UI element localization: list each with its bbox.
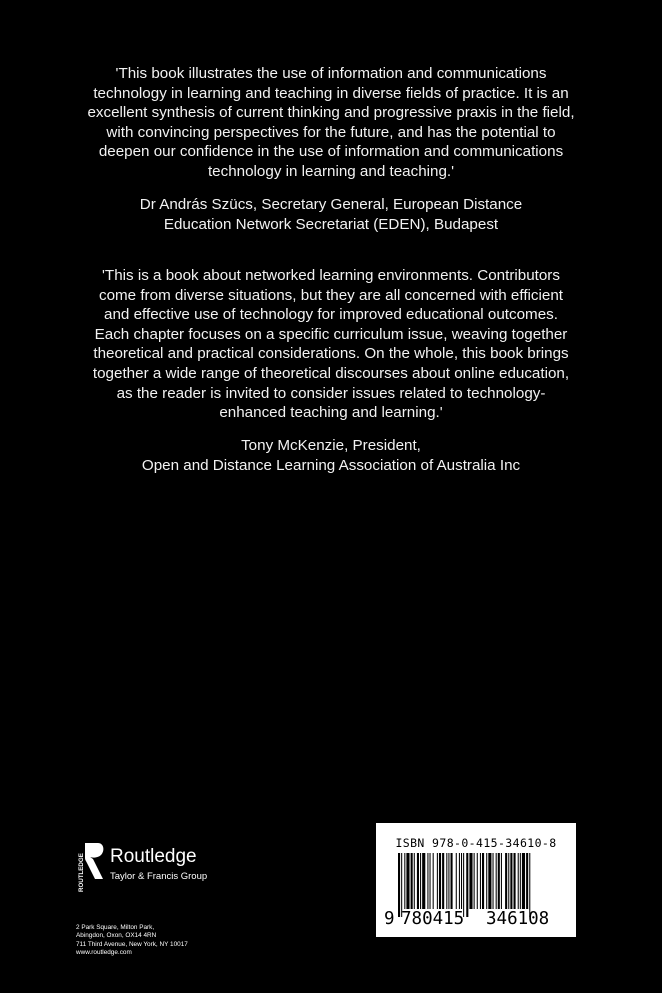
- barcode-bar: [439, 853, 441, 909]
- barcode-bar: [496, 853, 497, 909]
- barcode-bar: [520, 853, 521, 909]
- barcode-bar: [446, 853, 447, 909]
- address-line: 711 Third Avenue, New York, NY 10017: [76, 940, 188, 948]
- publisher-tagline: Taylor & Francis Group: [110, 871, 208, 882]
- quote-2-line: enhanced teaching and learning.': [219, 404, 443, 422]
- quote-2-line: as the reader is invited to consider issues related to technology-: [116, 384, 546, 402]
- quote-2-line: and effective use of technology for improved educational outcomes.: [104, 306, 558, 324]
- barcode-bar: [505, 853, 507, 909]
- barcode-digits-left: 780415: [401, 909, 465, 929]
- publisher-address: [76, 924, 188, 958]
- barcode-bar: [461, 853, 462, 909]
- barcode-bar: [398, 853, 400, 917]
- address-line: www.routledge.com: [76, 949, 132, 957]
- barcode-bar: [486, 853, 487, 909]
- barcode-bar: [404, 853, 405, 909]
- barcode-bar: [493, 853, 494, 909]
- barcode-bar: [417, 853, 419, 909]
- barcode-bar: [456, 853, 457, 909]
- barcode-bar: [451, 853, 453, 909]
- attribution-line: Education Network Secretariat (EDEN), Budapest: [163, 216, 499, 233]
- quote-1-line: technology in learning and teaching in diverse fields of practice. It is an: [93, 84, 569, 102]
- quote-1-attribution: [70, 195, 592, 235]
- quote-2-line: 'This is a book about networked learning environments. Contributors: [102, 267, 560, 284]
- barcode-bar: [430, 853, 431, 909]
- quote-1-line: deepen our confidence in the use of information and communications: [98, 143, 564, 161]
- barcode-bar: [442, 853, 444, 909]
- barcode-bar: [437, 853, 438, 909]
- attribution-line: Tony McKenzie, President,: [241, 437, 421, 454]
- barcode-digits-right: 346108: [486, 909, 550, 929]
- barcode-bar: [477, 853, 478, 909]
- quote-2-line: Each chapter focuses on a specific curriculum issue, weaving together: [94, 325, 568, 343]
- barcode-bar: [482, 853, 484, 909]
- routledge-logo-icon: [76, 842, 106, 894]
- attribution-line: Dr András Szücs, Secretary General, European Distance: [139, 196, 523, 213]
- barcode-bar: [529, 853, 530, 917]
- barcode-bar: [463, 853, 464, 917]
- quote-2-line: together a wide range of theoretical discourses about online education,: [92, 365, 570, 382]
- isbn-barcode: [376, 823, 576, 937]
- quote-1-line: with convincing perspectives for the future, and has the potential to: [106, 123, 556, 141]
- barcode-bar: [401, 853, 402, 917]
- barcode-bar: [522, 853, 525, 909]
- quote-1-line: technology in learning and teaching.': [207, 163, 455, 180]
- barcode-bar: [508, 853, 509, 909]
- attribution-line: Open and Distance Learning Association of Australia Inc: [141, 457, 521, 474]
- barcode-bar: [510, 853, 512, 909]
- barcode-bar: [411, 853, 413, 909]
- barcode-bar: [498, 853, 500, 909]
- address-line: 2 Park Square, Milton Park,: [76, 924, 155, 931]
- isbn-label: ISBN 978-0-415-34610-8: [395, 836, 557, 850]
- barcode-bar: [459, 853, 460, 909]
- quote-2-line: theoretical and practical considerations. On the whole, this book brings: [93, 345, 569, 363]
- quote-2-line: come from diverse situations, but they are all concerned with efficient: [98, 286, 563, 304]
- publisher-name: Routledge: [110, 846, 197, 867]
- quote-1-line: excellent synthesis of current thinking and progressive praxis in the field,: [87, 104, 575, 122]
- barcode-bar: [514, 853, 516, 909]
- barcode-bar: [427, 853, 428, 909]
- quote-1-line: 'This book illustrates the use of information and communications: [115, 65, 547, 82]
- barcode-digit-lead: 9: [384, 909, 395, 929]
- barcode-bar: [433, 853, 434, 909]
- barcode-bar: [469, 853, 472, 909]
- quote-2-attribution: [70, 436, 592, 476]
- barcode-bar: [501, 853, 502, 909]
- barcode-bar: [448, 853, 449, 909]
- barcode-bar: [518, 853, 519, 909]
- barcode-bar: [406, 853, 409, 909]
- barcode-bar: [480, 853, 481, 909]
- barcode-bar: [474, 853, 475, 909]
- barcode-bar: [414, 853, 415, 909]
- barcode-bar: [422, 853, 425, 909]
- barcode-bar: [488, 853, 491, 909]
- logo-vertical-text: ROUTLEDGE: [78, 853, 85, 892]
- barcode-bar: [420, 853, 421, 909]
- barcode-bar: [466, 853, 468, 917]
- address-line: Abingdon, Oxon, OX14 4RN: [76, 932, 157, 940]
- barcode-bar: [526, 853, 528, 909]
- publisher-block: [76, 842, 276, 957]
